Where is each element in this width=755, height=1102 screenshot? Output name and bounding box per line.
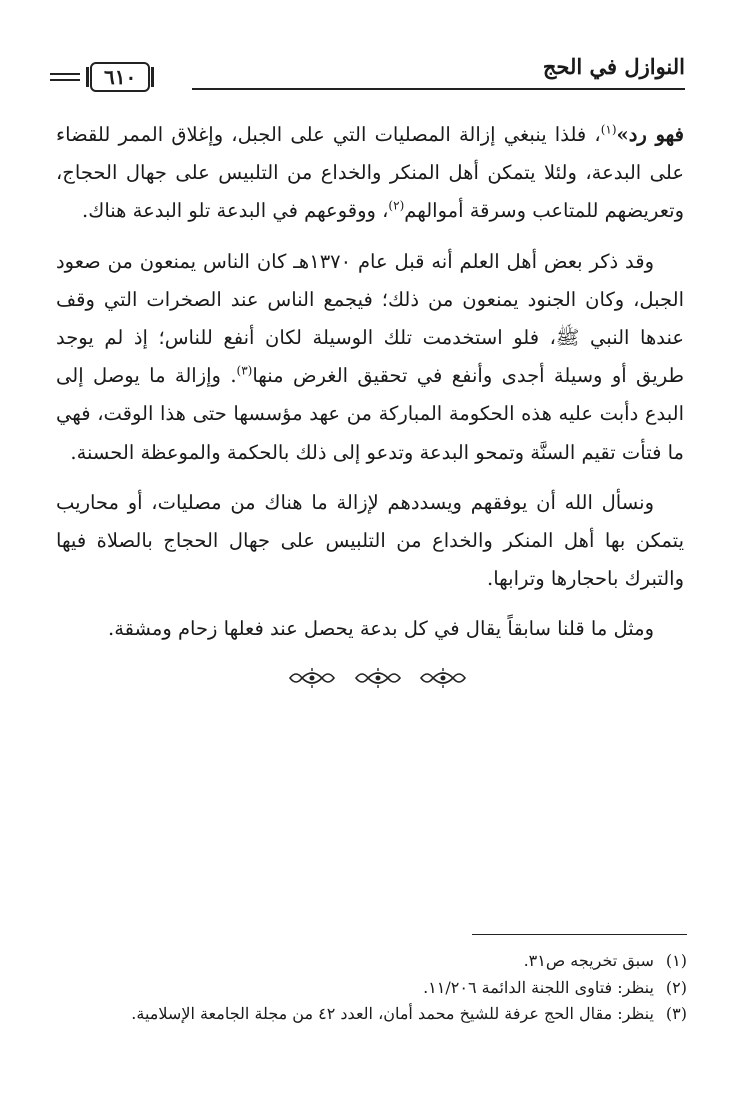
paragraph-2 [56,243,684,472]
footnote-ref[interactable]: (٢) [388,198,405,213]
paragraph-4: ومثل ما قلنا سابقاً يقال في كل بدعة يحصل عند فعلها زحام ومشقة. [108,617,654,641]
section-ornaments [0,668,755,692]
lead-text: فهو رد» [616,123,684,146]
paragraph-text: ، فلذا ينبغي إزالة المصليات التي على الجبل، وإغلاق الممر للقضاء على البدعة، ولئلا يتمكن أهل المنكر والخداع من التلبيس على جهال الحجاج، وتعريضهم للمتاعب وسرقة أموالهم [56,123,684,223]
footnote-ref[interactable]: (١) [600,122,617,137]
header-dash [50,73,80,75]
header-rule [192,88,685,90]
paragraph-text: وقد ذكر بعض أهل العلم أنه قبل عام ١٣٧٠هـ كان الناس يمنعون من صعود الجبل، وكان الجنود يمنعون من ذلك؛ فيجمع الناس عند الصخرات التي وقف عندها النبي ﷺ، فلو استخدمت تلك الوسيلة لكان أنفع للناس؛ إذ لم يوجد طريق أو وسيلة أجدى وأنفع في تحقيق الغرض منها [56,249,684,388]
floral-ornament-icon [419,668,467,688]
footnote-number: (٣) [665,1004,687,1023]
footnote-number: (١) [665,951,687,970]
running-title: النوازل في الحج [542,54,685,79]
footnote-item [47,1001,687,1028]
page-header [50,48,685,98]
paragraph-1 [56,116,684,231]
footnote-text: سبق تخريجه ص٣١. [523,951,654,970]
footnote-separator [472,934,687,935]
footnote-number: (٢) [665,977,687,997]
page-number: ٦١٠ [90,62,150,92]
header-dash [50,79,80,81]
footnote-ref[interactable]: (٣) [236,363,253,378]
footnote-item [47,948,687,975]
floral-ornament-icon [354,668,402,688]
footnote-item [47,975,687,1002]
floral-ornament-icon [288,668,336,688]
paragraph-text: . وإزالة ما يوصل إلى البدع دأبت عليه هذه الحكومة المباركة من عهد مؤسسها حتى هذا الوقت، فهي ما فتأت تقيم السنَّة وتمحو البدعة وتدعو إلى ذلك بالحكمة والموعظة الحسنة. [56,364,684,464]
footnote-text: ينظر: مقال الحج عرفة للشيخ محمد أمان، العدد ٤٢ من مجلة الجامعة الإسلامية. [131,1004,654,1023]
body-text [56,116,684,661]
paragraph-3: ونسأل الله أن يوفقهم ويسددهم لإزالة ما هناك من مصليات، أو محاريب يتمكن بها أهل المنكر والخداع من التلبيس على جهال الحجاج بالصلاة فيها والتبرك باحجارها وترابها. [56,490,684,591]
footnote-text: ينظر: فتاوى اللجنة الدائمة ١١/٢٠٦. [423,977,654,997]
footnotes [47,948,687,1028]
paragraph-text: ، ووقوعهم في البدعة تلو البدعة هناك. [82,199,389,223]
